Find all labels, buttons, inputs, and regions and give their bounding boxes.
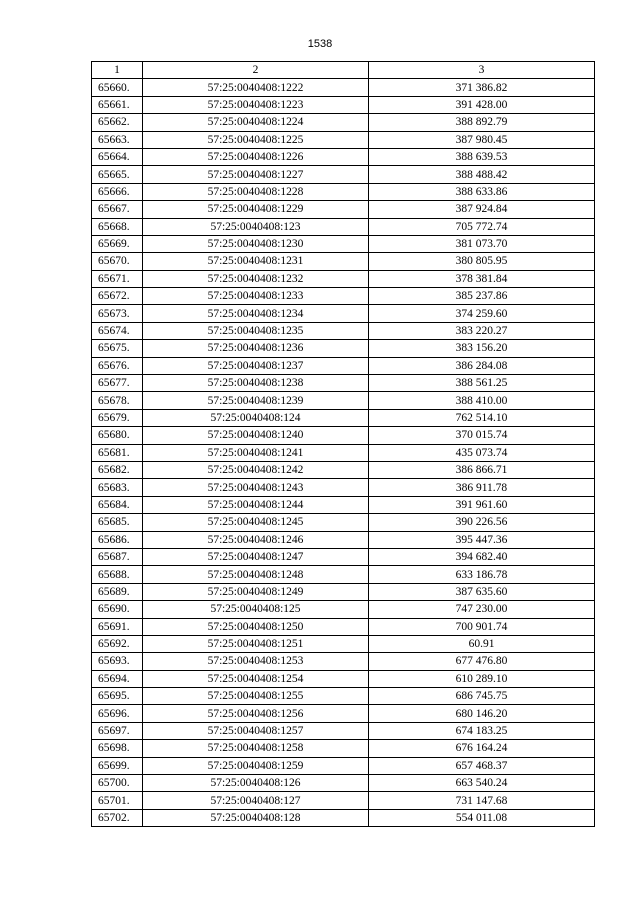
table-row	[92, 375, 595, 392]
column-header-2: 2	[143, 62, 369, 79]
cadastral-number-cell: 57:25:0040408:1250	[143, 618, 369, 635]
value-cell: 383 220.27	[369, 322, 595, 339]
cadastral-number-cell: 57:25:0040408:1232	[143, 270, 369, 287]
cadastral-number-cell: 57:25:0040408:1255	[143, 688, 369, 705]
table-row	[92, 792, 595, 809]
value-cell: 371 386.82	[369, 79, 595, 96]
value-cell: 388 639.53	[369, 148, 595, 165]
value-cell: 633 186.78	[369, 566, 595, 583]
cadastral-number-cell: 57:25:0040408:1258	[143, 740, 369, 757]
cadastral-number-cell: 57:25:0040408:1224	[143, 114, 369, 131]
cadastral-number-cell: 57:25:0040408:128	[143, 809, 369, 826]
cadastral-number-cell: 57:25:0040408:1222	[143, 79, 369, 96]
cadastral-number-cell: 57:25:0040408:1230	[143, 235, 369, 252]
cadastral-number-cell: 57:25:0040408:127	[143, 792, 369, 809]
table-row	[92, 618, 595, 635]
value-cell: 60.91	[369, 635, 595, 652]
row-number-cell: 65664.	[92, 148, 143, 165]
value-cell: 383 156.20	[369, 340, 595, 357]
row-number-cell: 65673.	[92, 305, 143, 322]
table-row	[92, 740, 595, 757]
cadastral-number-cell: 57:25:0040408:1249	[143, 583, 369, 600]
value-cell: 370 015.74	[369, 427, 595, 444]
cadastral-number-cell: 57:25:0040408:1243	[143, 479, 369, 496]
table-row	[92, 461, 595, 478]
cadastral-number-cell: 57:25:0040408:1245	[143, 514, 369, 531]
value-cell: 378 381.84	[369, 270, 595, 287]
cadastral-number-cell: 57:25:0040408:1248	[143, 566, 369, 583]
cadastral-number-cell: 57:25:0040408:1234	[143, 305, 369, 322]
row-number-cell: 65695.	[92, 688, 143, 705]
cadastral-number-cell: 57:25:0040408:1233	[143, 288, 369, 305]
row-number-cell: 65696.	[92, 705, 143, 722]
table-row	[92, 322, 595, 339]
table-row	[92, 601, 595, 618]
value-cell: 387 924.84	[369, 201, 595, 218]
table-row	[92, 653, 595, 670]
row-number-cell: 65688.	[92, 566, 143, 583]
row-number-cell: 65693.	[92, 653, 143, 670]
row-number-cell: 65663.	[92, 131, 143, 148]
value-cell: 705 772.74	[369, 218, 595, 235]
table-row	[92, 218, 595, 235]
value-cell: 390 226.56	[369, 514, 595, 531]
value-cell: 387 635.60	[369, 583, 595, 600]
table-row	[92, 288, 595, 305]
row-number-cell: 65699.	[92, 757, 143, 774]
cadastral-number-cell: 57:25:0040408:1223	[143, 96, 369, 113]
value-cell: 663 540.24	[369, 775, 595, 792]
row-number-cell: 65681.	[92, 444, 143, 461]
row-number-cell: 65665.	[92, 166, 143, 183]
value-cell: 395 447.36	[369, 531, 595, 548]
cadastral-number-cell: 57:25:0040408:1246	[143, 531, 369, 548]
cadastral-number-cell: 57:25:0040408:1240	[143, 427, 369, 444]
cadastral-number-cell: 57:25:0040408:1229	[143, 201, 369, 218]
cadastral-number-cell: 57:25:0040408:1231	[143, 253, 369, 270]
table-row	[92, 96, 595, 113]
row-number-cell: 65677.	[92, 375, 143, 392]
value-cell: 731 147.68	[369, 792, 595, 809]
value-cell: 374 259.60	[369, 305, 595, 322]
value-cell: 386 866.71	[369, 461, 595, 478]
row-number-cell: 65660.	[92, 79, 143, 96]
table-row	[92, 635, 595, 652]
value-cell: 677 476.80	[369, 653, 595, 670]
value-cell: 657 468.37	[369, 757, 595, 774]
value-cell: 610 289.10	[369, 670, 595, 687]
row-number-cell: 65672.	[92, 288, 143, 305]
table-row	[92, 201, 595, 218]
table-row	[92, 340, 595, 357]
row-number-cell: 65669.	[92, 235, 143, 252]
cadastral-number-cell: 57:25:0040408:1259	[143, 757, 369, 774]
column-header-3: 3	[369, 62, 595, 79]
row-number-cell: 65682.	[92, 461, 143, 478]
table-row	[92, 253, 595, 270]
cadastral-number-cell: 57:25:0040408:1241	[143, 444, 369, 461]
table-row	[92, 531, 595, 548]
value-cell: 391 961.60	[369, 496, 595, 513]
row-number-cell: 65702.	[92, 809, 143, 826]
value-cell: 386 284.08	[369, 357, 595, 374]
cadastral-number-cell: 57:25:0040408:1257	[143, 722, 369, 739]
value-cell: 686 745.75	[369, 688, 595, 705]
cadastral-number-cell: 57:25:0040408:1244	[143, 496, 369, 513]
row-number-cell: 65680.	[92, 427, 143, 444]
value-cell: 394 682.40	[369, 548, 595, 565]
row-number-cell: 65683.	[92, 479, 143, 496]
value-cell: 676 164.24	[369, 740, 595, 757]
value-cell: 388 561.25	[369, 375, 595, 392]
table-row	[92, 757, 595, 774]
row-number-cell: 65668.	[92, 218, 143, 235]
value-cell: 554 011.08	[369, 809, 595, 826]
table-row	[92, 392, 595, 409]
registry-table	[91, 61, 595, 827]
value-cell: 385 237.86	[369, 288, 595, 305]
table-row	[92, 114, 595, 131]
table-row	[92, 479, 595, 496]
cadastral-number-cell: 57:25:0040408:1227	[143, 166, 369, 183]
row-number-cell: 65686.	[92, 531, 143, 548]
row-number-cell: 65676.	[92, 357, 143, 374]
table-row	[92, 583, 595, 600]
table-row	[92, 548, 595, 565]
value-cell: 387 980.45	[369, 131, 595, 148]
row-number-cell: 65698.	[92, 740, 143, 757]
value-cell: 435 073.74	[369, 444, 595, 461]
table-row	[92, 566, 595, 583]
value-cell: 700 901.74	[369, 618, 595, 635]
table-row	[92, 183, 595, 200]
value-cell: 388 488.42	[369, 166, 595, 183]
cadastral-number-cell: 57:25:0040408:1236	[143, 340, 369, 357]
table-row	[92, 809, 595, 826]
value-cell: 388 892.79	[369, 114, 595, 131]
row-number-cell: 65685.	[92, 514, 143, 531]
cadastral-number-cell: 57:25:0040408:1247	[143, 548, 369, 565]
table-row	[92, 148, 595, 165]
value-cell: 680 146.20	[369, 705, 595, 722]
cadastral-number-cell: 57:25:0040408:126	[143, 775, 369, 792]
value-cell: 381 073.70	[369, 235, 595, 252]
table-row	[92, 409, 595, 426]
value-cell: 674 183.25	[369, 722, 595, 739]
row-number-cell: 65692.	[92, 635, 143, 652]
row-number-cell: 65662.	[92, 114, 143, 131]
row-number-cell: 65678.	[92, 392, 143, 409]
cadastral-number-cell: 57:25:0040408:123	[143, 218, 369, 235]
table-row	[92, 496, 595, 513]
table-row	[92, 670, 595, 687]
cadastral-number-cell: 57:25:0040408:1228	[143, 183, 369, 200]
cadastral-number-cell: 57:25:0040408:1251	[143, 635, 369, 652]
table-row	[92, 357, 595, 374]
table-row	[92, 79, 595, 96]
value-cell: 762 514.10	[369, 409, 595, 426]
row-number-cell: 65684.	[92, 496, 143, 513]
table-row	[92, 166, 595, 183]
cadastral-number-cell: 57:25:0040408:1225	[143, 131, 369, 148]
row-number-cell: 65667.	[92, 201, 143, 218]
value-cell: 380 805.95	[369, 253, 595, 270]
row-number-cell: 65701.	[92, 792, 143, 809]
table-header-row	[92, 62, 595, 79]
row-number-cell: 65697.	[92, 722, 143, 739]
table-row	[92, 705, 595, 722]
cadastral-number-cell: 57:25:0040408:1226	[143, 148, 369, 165]
row-number-cell: 65687.	[92, 548, 143, 565]
cadastral-number-cell: 57:25:0040408:1254	[143, 670, 369, 687]
table-row	[92, 444, 595, 461]
cadastral-number-cell: 57:25:0040408:1239	[143, 392, 369, 409]
row-number-cell: 65694.	[92, 670, 143, 687]
column-header-1: 1	[92, 62, 143, 79]
table-row	[92, 131, 595, 148]
table-row	[92, 688, 595, 705]
cadastral-number-cell: 57:25:0040408:124	[143, 409, 369, 426]
cadastral-number-cell: 57:25:0040408:1242	[143, 461, 369, 478]
table-row	[92, 235, 595, 252]
table-body	[92, 79, 595, 827]
cadastral-number-cell: 57:25:0040408:125	[143, 601, 369, 618]
table-row	[92, 305, 595, 322]
row-number-cell: 65689.	[92, 583, 143, 600]
row-number-cell: 65691.	[92, 618, 143, 635]
row-number-cell: 65700.	[92, 775, 143, 792]
table-row	[92, 270, 595, 287]
row-number-cell: 65690.	[92, 601, 143, 618]
row-number-cell: 65671.	[92, 270, 143, 287]
row-number-cell: 65679.	[92, 409, 143, 426]
cadastral-number-cell: 57:25:0040408:1238	[143, 375, 369, 392]
value-cell: 388 633.86	[369, 183, 595, 200]
cadastral-number-cell: 57:25:0040408:1256	[143, 705, 369, 722]
value-cell: 747 230.00	[369, 601, 595, 618]
value-cell: 386 911.78	[369, 479, 595, 496]
table-row	[92, 514, 595, 531]
row-number-cell: 65670.	[92, 253, 143, 270]
table-row	[92, 775, 595, 792]
row-number-cell: 65661.	[92, 96, 143, 113]
value-cell: 391 428.00	[369, 96, 595, 113]
cadastral-number-cell: 57:25:0040408:1237	[143, 357, 369, 374]
table-row	[92, 722, 595, 739]
cadastral-number-cell: 57:25:0040408:1253	[143, 653, 369, 670]
page-number: 1538	[307, 38, 333, 50]
table-row	[92, 427, 595, 444]
cadastral-number-cell: 57:25:0040408:1235	[143, 322, 369, 339]
row-number-cell: 65675.	[92, 340, 143, 357]
value-cell: 388 410.00	[369, 392, 595, 409]
row-number-cell: 65674.	[92, 322, 143, 339]
row-number-cell: 65666.	[92, 183, 143, 200]
